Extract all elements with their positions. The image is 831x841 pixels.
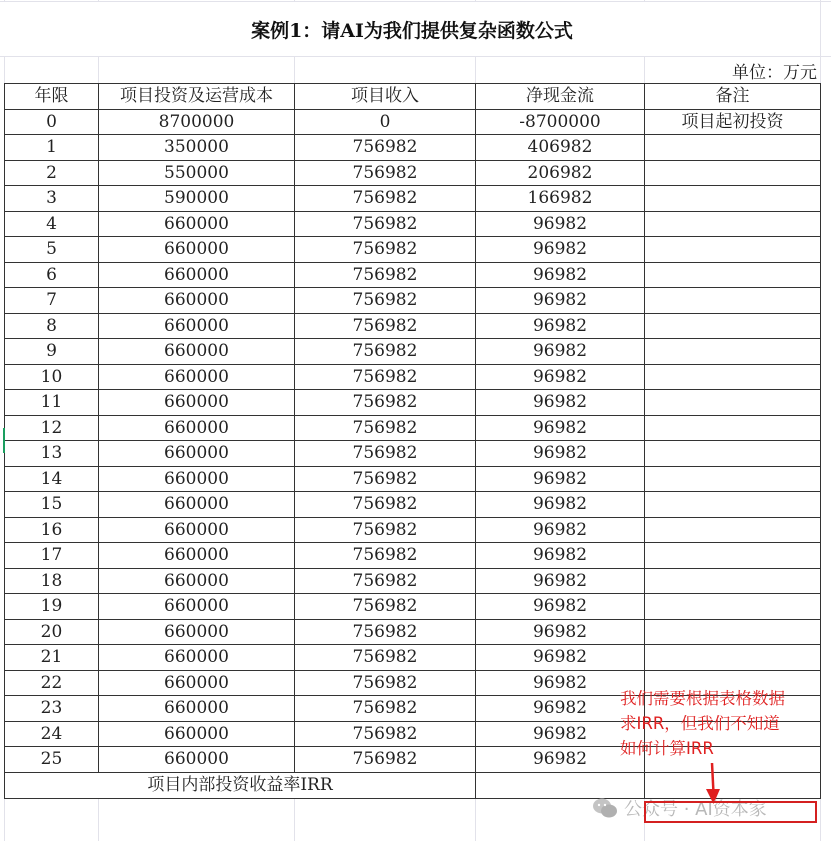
year-cell[interactable]: 10 [5, 364, 99, 390]
net-cashflow-cell[interactable]: 96982 [476, 415, 645, 441]
note-cell[interactable] [645, 466, 821, 492]
annotation-line: 求IRR，但我们不知道 [620, 714, 780, 733]
year-cell[interactable]: 4 [5, 211, 99, 237]
annotation-note [620, 686, 830, 761]
net-cashflow-cell[interactable]: 96982 [476, 645, 645, 671]
net-cashflow-cell[interactable]: 96982 [476, 288, 645, 314]
table-row [5, 211, 821, 237]
cost-cell[interactable]: 660000 [99, 390, 295, 416]
net-cashflow-cell[interactable]: 96982 [476, 747, 645, 773]
revenue-cell[interactable]: 756982 [295, 568, 476, 594]
net-cashflow-cell[interactable]: 96982 [476, 441, 645, 467]
year-cell[interactable]: 0 [5, 109, 99, 135]
cost-cell[interactable]: 660000 [99, 568, 295, 594]
table-row [5, 645, 821, 671]
year-cell[interactable]: 12 [5, 415, 99, 441]
selected-cell-indicator [3, 428, 5, 453]
note-cell[interactable] [645, 492, 821, 518]
year-cell[interactable]: 25 [5, 747, 99, 773]
table-row [5, 543, 821, 569]
table-row [5, 109, 821, 135]
cost-cell[interactable]: 660000 [99, 466, 295, 492]
table-row [5, 492, 821, 518]
irr-label-cell[interactable]: 项目内部投资收益率IRR [5, 772, 476, 798]
net-cashflow-cell[interactable]: 96982 [476, 594, 645, 620]
revenue-cell[interactable]: 756982 [295, 441, 476, 467]
note-cell[interactable] [645, 390, 821, 416]
gridline [0, 56, 831, 57]
cost-cell[interactable]: 660000 [99, 288, 295, 314]
table-row [5, 441, 821, 467]
table-row [5, 466, 821, 492]
net-cashflow-cell[interactable]: 96982 [476, 466, 645, 492]
year-cell[interactable]: 1 [5, 135, 99, 161]
year-cell[interactable]: 21 [5, 645, 99, 671]
revenue-cell[interactable]: 756982 [295, 492, 476, 518]
wechat-icon [592, 797, 618, 819]
table-row [5, 364, 821, 390]
cost-cell[interactable]: 660000 [99, 211, 295, 237]
net-cashflow-cell[interactable]: -8700000 [476, 109, 645, 135]
revenue-cell[interactable]: 756982 [295, 313, 476, 339]
table-row [5, 517, 821, 543]
cost-cell[interactable]: 660000 [99, 543, 295, 569]
revenue-cell[interactable]: 756982 [295, 186, 476, 212]
note-cell[interactable] [645, 237, 821, 263]
table-row [5, 288, 821, 314]
year-cell[interactable]: 24 [5, 721, 99, 747]
table-row [5, 619, 821, 645]
revenue-cell[interactable]: 756982 [295, 135, 476, 161]
note-cell[interactable] [645, 543, 821, 569]
table-row [5, 313, 821, 339]
year-cell[interactable]: 15 [5, 492, 99, 518]
cost-cell[interactable]: 350000 [99, 135, 295, 161]
year-cell[interactable]: 3 [5, 186, 99, 212]
cost-cell[interactable]: 660000 [99, 313, 295, 339]
year-cell[interactable]: 13 [5, 441, 99, 467]
cost-cell[interactable]: 660000 [99, 415, 295, 441]
note-cell[interactable] [645, 160, 821, 186]
cost-cell[interactable]: 550000 [99, 160, 295, 186]
unit-label-cell[interactable]: 单位：万元 [732, 63, 817, 83]
note-cell[interactable] [645, 441, 821, 467]
header-net-cashflow[interactable]: 净现金流 [476, 84, 645, 110]
year-cell[interactable]: 17 [5, 543, 99, 569]
note-cell[interactable] [645, 619, 821, 645]
net-cashflow-cell[interactable]: 206982 [476, 160, 645, 186]
cost-cell[interactable]: 660000 [99, 364, 295, 390]
year-cell[interactable]: 11 [5, 390, 99, 416]
revenue-cell[interactable]: 756982 [295, 288, 476, 314]
net-cashflow-cell[interactable]: 166982 [476, 186, 645, 212]
note-cell[interactable] [645, 262, 821, 288]
year-cell[interactable]: 9 [5, 339, 99, 365]
revenue-cell[interactable]: 756982 [295, 747, 476, 773]
note-cell[interactable] [645, 339, 821, 365]
note-cell[interactable] [645, 186, 821, 212]
cost-cell[interactable]: 660000 [99, 747, 295, 773]
net-cashflow-cell[interactable]: 96982 [476, 543, 645, 569]
annotation-line: 如何计算IRR [620, 739, 714, 758]
year-cell[interactable]: 22 [5, 670, 99, 696]
cost-cell[interactable]: 660000 [99, 670, 295, 696]
revenue-cell[interactable]: 756982 [295, 262, 476, 288]
revenue-cell[interactable]: 756982 [295, 594, 476, 620]
note-cell[interactable] [645, 135, 821, 161]
header-note[interactable]: 备注 [645, 84, 821, 110]
cost-cell[interactable]: 660000 [99, 517, 295, 543]
cost-cell[interactable]: 660000 [99, 492, 295, 518]
cost-cell[interactable]: 660000 [99, 696, 295, 722]
revenue-cell[interactable]: 756982 [295, 339, 476, 365]
year-cell[interactable]: 8 [5, 313, 99, 339]
net-cashflow-cell[interactable]: 96982 [476, 237, 645, 263]
table-row [5, 339, 821, 365]
table-row [5, 415, 821, 441]
cost-cell[interactable]: 660000 [99, 645, 295, 671]
revenue-cell[interactable]: 756982 [295, 237, 476, 263]
revenue-cell[interactable]: 756982 [295, 466, 476, 492]
revenue-cell[interactable]: 756982 [295, 160, 476, 186]
revenue-cell[interactable]: 756982 [295, 543, 476, 569]
table-row [5, 135, 821, 161]
net-cashflow-cell[interactable]: 96982 [476, 568, 645, 594]
header-cost[interactable]: 项目投资及运营成本 [99, 84, 295, 110]
revenue-cell[interactable]: 756982 [295, 696, 476, 722]
cost-cell[interactable]: 660000 [99, 619, 295, 645]
year-cell[interactable]: 2 [5, 160, 99, 186]
note-cell[interactable] [645, 288, 821, 314]
sheet-title-cell[interactable]: 案例1：请AI为我们提供复杂函数公式 [4, 2, 820, 56]
year-cell[interactable]: 23 [5, 696, 99, 722]
year-cell[interactable]: 5 [5, 237, 99, 263]
header-row [5, 84, 821, 110]
net-cashflow-cell[interactable]: 406982 [476, 135, 645, 161]
net-cashflow-cell[interactable]: 96982 [476, 262, 645, 288]
header-revenue[interactable]: 项目收入 [295, 84, 476, 110]
cost-cell[interactable]: 8700000 [99, 109, 295, 135]
net-cashflow-cell[interactable]: 96982 [476, 339, 645, 365]
watermark-text: 公众号 · AI资本家 [624, 799, 767, 820]
table-row [5, 568, 821, 594]
revenue-cell[interactable]: 756982 [295, 670, 476, 696]
annotation-line: 我们需要根据表格数据 [620, 689, 785, 708]
revenue-cell[interactable]: 756982 [295, 390, 476, 416]
note-cell[interactable] [645, 594, 821, 620]
revenue-cell[interactable]: 756982 [295, 645, 476, 671]
header-year[interactable]: 年限 [5, 84, 99, 110]
cost-cell[interactable]: 660000 [99, 594, 295, 620]
year-cell[interactable]: 20 [5, 619, 99, 645]
net-cashflow-cell[interactable]: 96982 [476, 492, 645, 518]
note-cell[interactable] [645, 313, 821, 339]
note-cell[interactable] [645, 517, 821, 543]
table-row [5, 594, 821, 620]
table-row [5, 186, 821, 212]
revenue-cell[interactable]: 756982 [295, 211, 476, 237]
year-cell[interactable]: 6 [5, 262, 99, 288]
table-row [5, 390, 821, 416]
revenue-cell[interactable]: 0 [295, 109, 476, 135]
net-cashflow-cell[interactable]: 96982 [476, 390, 645, 416]
year-cell[interactable]: 14 [5, 466, 99, 492]
note-cell[interactable] [645, 211, 821, 237]
cost-cell[interactable]: 660000 [99, 721, 295, 747]
table-row [5, 262, 821, 288]
year-cell[interactable]: 7 [5, 288, 99, 314]
cost-cell[interactable]: 660000 [99, 262, 295, 288]
net-cashflow-cell[interactable]: 96982 [476, 670, 645, 696]
year-cell[interactable]: 16 [5, 517, 99, 543]
note-cell[interactable]: 项目起初投资 [645, 109, 821, 135]
net-cashflow-cell[interactable]: 96982 [476, 619, 645, 645]
note-cell[interactable] [645, 364, 821, 390]
cost-cell[interactable]: 660000 [99, 441, 295, 467]
note-cell[interactable] [645, 415, 821, 441]
net-cashflow-cell[interactable]: 96982 [476, 721, 645, 747]
revenue-cell[interactable]: 756982 [295, 619, 476, 645]
revenue-cell[interactable]: 756982 [295, 721, 476, 747]
revenue-cell[interactable]: 756982 [295, 415, 476, 441]
table-row [5, 160, 821, 186]
irr-highlight-box [644, 801, 817, 823]
year-cell[interactable]: 18 [5, 568, 99, 594]
revenue-cell[interactable]: 756982 [295, 517, 476, 543]
year-cell[interactable]: 19 [5, 594, 99, 620]
table-row [5, 237, 821, 263]
note-cell[interactable] [645, 645, 821, 671]
note-cell[interactable] [645, 568, 821, 594]
net-cashflow-cell[interactable]: 96982 [476, 696, 645, 722]
cost-cell[interactable]: 590000 [99, 186, 295, 212]
net-cashflow-cell[interactable]: 96982 [476, 517, 645, 543]
net-cashflow-cell[interactable]: 96982 [476, 364, 645, 390]
revenue-cell[interactable]: 756982 [295, 364, 476, 390]
cost-cell[interactable]: 660000 [99, 339, 295, 365]
net-cashflow-cell[interactable]: 96982 [476, 211, 645, 237]
cost-cell[interactable]: 660000 [99, 237, 295, 263]
net-cashflow-cell[interactable]: 96982 [476, 313, 645, 339]
